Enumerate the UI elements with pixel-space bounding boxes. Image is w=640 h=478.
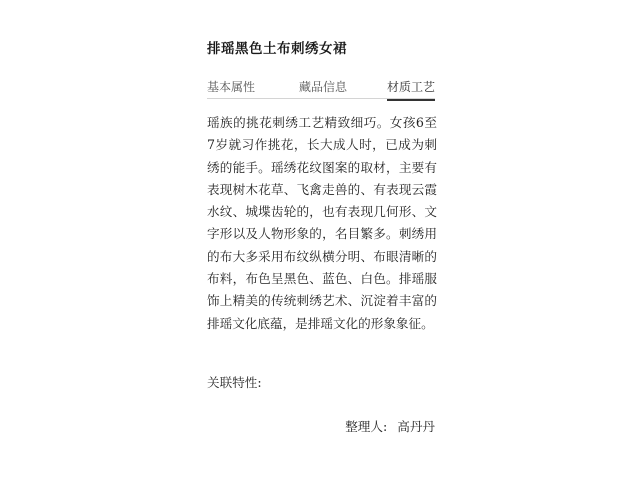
related-features-label: 关联特性: (207, 375, 262, 390)
item-title: 排瑶黑色土布刺绣女裙 (207, 41, 347, 57)
tab-basic-attributes[interactable]: 基本属性 (207, 80, 256, 94)
tab-material-craft[interactable]: 材质工艺 (386, 80, 435, 94)
tab-collection-info[interactable]: 藏品信息 (299, 80, 348, 94)
description-text: 瑶族的挑花刺绣工艺精致细巧。女孩6至7岁就习作挑花，长大成人时，已成为刺绣的能手。瑶绣花纹图案的取材，主要有表现树木花草、飞禽走兽的、有表现云霞水纹、城堞齿轮的，也有表现几何形、文字形以及人物形象的，名目繁多。刺绣用的布大多采用布纹纵横分明、布眼清晰的布料，布色呈黑色、蓝色、白色。排瑶服饰上精美的传统刺绣艺术、沉淀着丰富的排瑶文化底蕴，是排瑶文化的形象象征。 (207, 115, 437, 331)
tab-bar (207, 78, 435, 99)
editor-label: 整理人: (345, 419, 388, 434)
editor-credit (345, 416, 435, 435)
editor-name: 高丹丹 (397, 419, 435, 434)
